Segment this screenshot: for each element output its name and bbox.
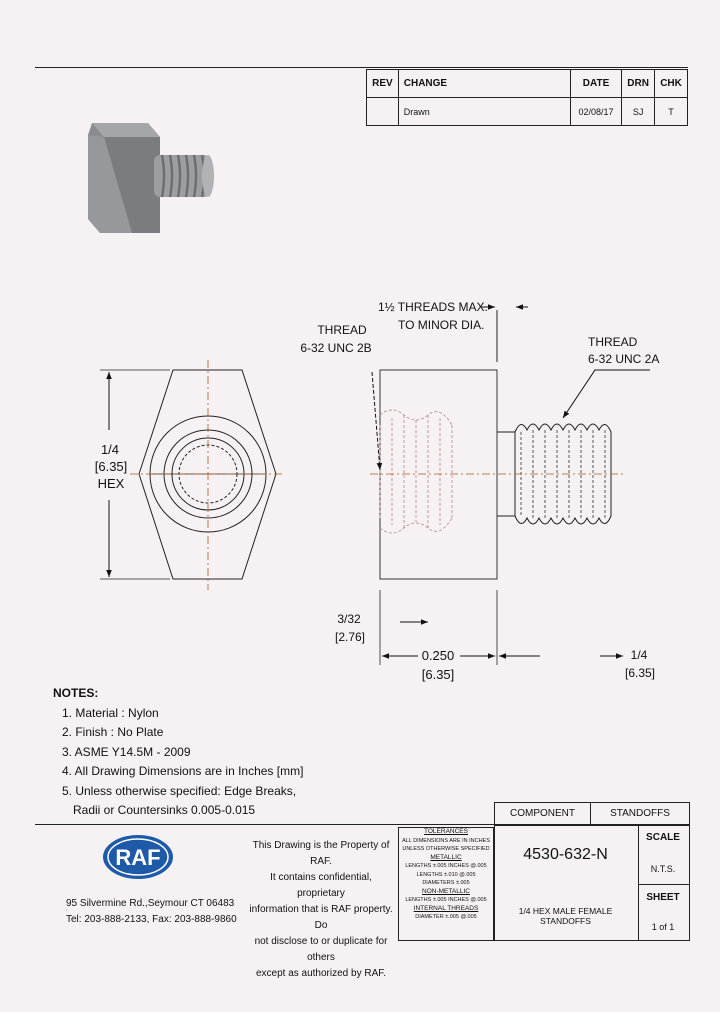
chamfer-mm: [2.76] bbox=[334, 630, 366, 644]
male-thread-spec: 6-32 UNC 2A bbox=[588, 352, 660, 366]
note-item: 5. Unless otherwise specified: Edge Breaks, bbox=[62, 783, 297, 798]
date-cell: 02/08/17 bbox=[570, 98, 621, 126]
scale-value: N.T.S. bbox=[650, 864, 676, 874]
threads-max-line1: 1½ THREADS MAX. bbox=[378, 300, 488, 314]
chamfer-in: 3/32 bbox=[337, 612, 361, 626]
sheet-label: SHEET bbox=[646, 892, 680, 903]
scale-sheet-divider bbox=[638, 884, 689, 885]
tolerance-line: DIAMETER ±.005 @.005 bbox=[415, 914, 477, 920]
length-mm: [6.35] bbox=[421, 667, 455, 682]
revision-row bbox=[367, 98, 688, 126]
drn-header: DRN bbox=[622, 70, 655, 98]
property-notice bbox=[248, 838, 394, 982]
company-address: 95 Silvermine Rd.,Seymour CT 06483 bbox=[66, 898, 235, 909]
hex-size-mm: [6.35] bbox=[94, 459, 128, 474]
note-item: 1. Material : Nylon bbox=[62, 705, 159, 720]
component-label: COMPONENT bbox=[510, 808, 575, 819]
rev-cell bbox=[367, 98, 399, 126]
standoff-3d-render bbox=[80, 115, 220, 240]
tolerance-line: NON-METALLIC bbox=[422, 887, 470, 895]
scale-label: SCALE bbox=[646, 832, 680, 843]
drn-cell: SJ bbox=[622, 98, 655, 126]
raf-logo-text: RAF bbox=[115, 845, 161, 870]
tolerance-line: LENGTHS ±.010 @.005 bbox=[416, 871, 476, 878]
revision-table-header bbox=[367, 70, 688, 98]
female-thread-title: THREAD bbox=[317, 323, 367, 337]
length-in: 0.250 bbox=[421, 648, 455, 663]
part-number: 4530-632-N bbox=[523, 846, 608, 863]
hex-label: HEX bbox=[97, 476, 125, 491]
property-line: information that is RAF property. Do bbox=[249, 904, 393, 931]
tolerance-line: METALLIC bbox=[430, 853, 462, 861]
threads-max-line2: TO MINOR DIA. bbox=[398, 318, 485, 332]
component-value-cell bbox=[590, 802, 690, 826]
tolerance-line: INTERNAL THREADS bbox=[413, 904, 479, 912]
female-thread-label bbox=[312, 323, 372, 338]
female-thread-spec: 6-32 UNC 2B bbox=[300, 341, 372, 355]
tolerances-title: TOLERANCES bbox=[424, 828, 468, 835]
change-cell: Drawn bbox=[398, 98, 570, 126]
company-phone-fax: Tel: 203-888-2133, Fax: 203-888-9860 bbox=[66, 914, 237, 925]
note-item: 2. Finish : No Plate bbox=[62, 725, 164, 739]
tolerances-box bbox=[398, 827, 494, 941]
chk-cell: T bbox=[655, 98, 688, 126]
female-side-view bbox=[380, 370, 497, 579]
tolerance-line: ALL DIMENSIONS ARE IN INCHES bbox=[402, 837, 490, 844]
thread-len-mm: [6.35] bbox=[624, 666, 656, 680]
hex-size-in: 1/4 bbox=[100, 442, 120, 457]
tolerance-line: LENGTHS ±.005 INCHES @.005 bbox=[405, 863, 487, 869]
property-line: This Drawing is the Property of RAF. bbox=[252, 840, 390, 867]
property-line: not disclose to or duplicate for others bbox=[254, 936, 388, 963]
revision-table bbox=[366, 69, 688, 126]
thread-len-in: 1/4 bbox=[630, 648, 648, 662]
date-header: DATE bbox=[570, 70, 621, 98]
chk-header: CHK bbox=[655, 70, 688, 98]
rev-header: REV bbox=[367, 70, 399, 98]
frame-top-line bbox=[35, 67, 688, 68]
part-description: 1/4 HEX MALE FEMALE STANDOFFS bbox=[518, 906, 613, 926]
sheet-value: 1 of 1 bbox=[651, 922, 675, 932]
tolerance-line: DIAMETERS ±.005 bbox=[422, 880, 470, 886]
note-item: 3. ASME Y14.5M - 2009 bbox=[62, 744, 191, 759]
tolerance-line: LENGTHS ±.005 INCHES @.005 bbox=[405, 897, 487, 903]
component-label-cell bbox=[494, 802, 591, 826]
property-line: except as authorized by RAF. bbox=[255, 968, 387, 979]
notes-title: NOTES: bbox=[53, 686, 99, 700]
note-item: 4. All Drawing Dimensions are in Inches [mm] bbox=[62, 764, 304, 778]
notes-block bbox=[53, 684, 303, 821]
property-line: It contains confidential, proprietary bbox=[270, 872, 372, 899]
note-item-continuation: Radii or Countersinks 0.005-0.015 bbox=[73, 803, 256, 817]
male-thread-label: THREAD bbox=[588, 335, 638, 349]
change-header: CHANGE bbox=[398, 70, 570, 98]
tolerance-line: UNLESS OTHERWISE SPECIFIED bbox=[402, 846, 490, 852]
component-value: STANDOFFS bbox=[610, 808, 670, 819]
raf-logo bbox=[100, 832, 180, 882]
hex-end-view bbox=[130, 360, 285, 590]
